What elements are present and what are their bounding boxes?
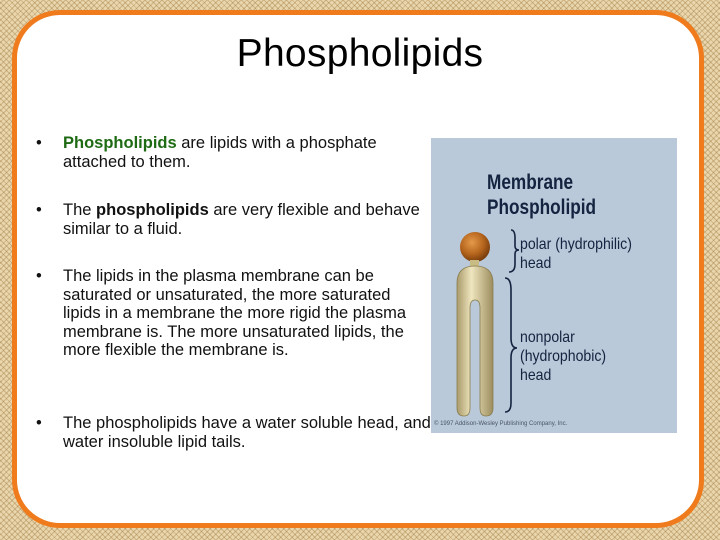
bullet-text: are lipids with a phosphate attached to them. [63, 134, 377, 171]
bullet-text: The lipids in the plasma membrane can be saturated or unsaturated, the more saturated lipids in a membrane the more rigid the plasma membrane is. The more unsaturated lipids, the more flexible the membrane is. [63, 267, 406, 359]
bullet-text: are very flexible and behave similar to a fluid. [63, 201, 420, 238]
nonpolar-label-line: nonpolar [520, 329, 575, 346]
polar-head-shape [460, 232, 490, 262]
bullet-symbol: • [36, 414, 42, 432]
polar-label-line: head [520, 255, 552, 272]
bullet-symbol: • [36, 134, 42, 152]
bullet-bold-term: Phospholipids [63, 134, 177, 152]
nonpolar-tail-label [520, 328, 606, 385]
bullet-prefix: The [63, 201, 97, 219]
polar-brace [509, 230, 519, 272]
phospholipid-figure [431, 138, 677, 433]
figure-credit: © 1997 Addison-Wesley Publishing Company, Inc. [434, 421, 568, 427]
nonpolar-label-line: (hydrophobic) [520, 348, 607, 365]
polar-head-label [520, 235, 632, 273]
bullet-symbol: • [36, 267, 42, 285]
figure-title [487, 170, 596, 220]
tail-body [457, 266, 493, 416]
figure-title-line: Membrane [487, 171, 574, 194]
bullet-bold-term: phospholipids [96, 201, 209, 219]
nonpolar-brace [505, 278, 517, 412]
polar-label-line: polar (hydrophilic) [520, 236, 632, 253]
bullet-symbol: • [36, 201, 42, 219]
bullet-text: The phospholipids have a water soluble head, and water insoluble lipid tails. [63, 414, 431, 451]
figure-title-line: Phospholipid [487, 196, 597, 219]
bullet-item [36, 201, 431, 238]
slide-title: Phospholipids [236, 32, 484, 75]
nonpolar-label-line: head [520, 367, 552, 384]
bullet-item [36, 134, 431, 171]
bullet-item [36, 414, 431, 451]
bullet-item [36, 267, 431, 360]
